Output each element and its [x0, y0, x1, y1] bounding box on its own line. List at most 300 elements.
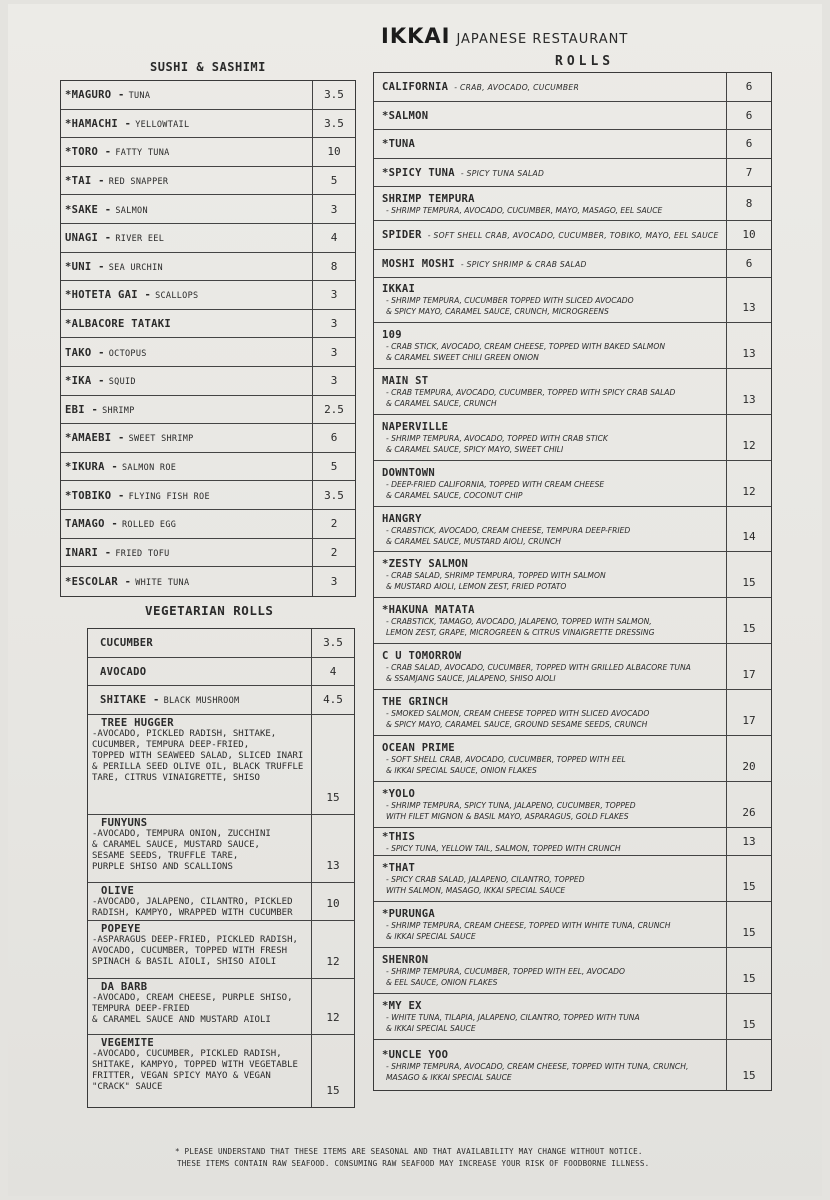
- roll-name-cell: [374, 552, 727, 597]
- sushi-item-name: *ALBACORE TATAKI: [65, 318, 171, 331]
- roll-item-desc-line: - CRAB STICK, AVOCADO, CREAM CHEESE, TOPPED WITH BAKED SALMON: [386, 341, 666, 351]
- veg-item-desc-line: -ASPARAGUS DEEP-FRIED, PICKLED RADISH,: [92, 934, 298, 945]
- sushi-item-line: [65, 576, 312, 588]
- sushi-item-desc: SWEET SHRIMP: [128, 434, 194, 445]
- roll-item-name: *PURUNGA: [382, 908, 435, 920]
- sushi-item-line: [65, 518, 312, 530]
- roll-item-price: 15: [742, 1069, 756, 1082]
- roll-item-desc-line: - SOFT SHELL CRAB, AVOCADO, CUCUMBER, TOPPED WITH EEL: [386, 755, 626, 764]
- roll-name-cell: [374, 415, 727, 460]
- sushi-name-cell: [61, 453, 313, 481]
- roll-name-cell: [374, 690, 727, 735]
- roll-name-cell: [374, 902, 727, 947]
- roll-item-name: OCEAN PRIME: [382, 742, 455, 754]
- roll-item-name: *YOLO: [382, 788, 416, 800]
- sushi-row: [61, 396, 355, 425]
- roll-row: [374, 1040, 771, 1090]
- roll-name-cell: [374, 369, 727, 414]
- roll-item-name: SHRIMP TEMPURA: [382, 192, 475, 205]
- roll-item-line: [382, 908, 726, 920]
- sushi-item-line: [65, 89, 312, 101]
- sushi-name-cell: [61, 195, 313, 223]
- roll-item-name: SHENRON: [382, 954, 429, 966]
- veg-name-cell: [88, 883, 312, 920]
- roll-item-price: 15: [742, 576, 756, 589]
- roll-item-desc: - SPICY TUNA SALAD: [460, 168, 545, 178]
- sushi-item-desc: OCTOPUS: [108, 348, 147, 359]
- roll-item-price: 13: [742, 347, 756, 360]
- veg-name-cell: [88, 979, 312, 1034]
- sushi-name-cell: [61, 81, 313, 109]
- roll-item-desc-line: & MUSTARD AIOLI, LEMON ZEST, FRIED POTATO: [386, 582, 567, 591]
- sushi-item-price: 2: [330, 545, 338, 559]
- roll-row: [374, 644, 771, 690]
- veg-row: [88, 686, 354, 715]
- sushi-item-desc: FLYING FISH ROE: [128, 491, 210, 502]
- veg-item-desc-line: -AVOCADO, JALAPENO, CILANTRO, PICKLED: [92, 896, 293, 907]
- roll-item-desc-line: & EEL SAUCE, ONION FLAKES: [386, 978, 498, 987]
- roll-name-cell: [374, 644, 727, 689]
- veg-name-cell: [88, 686, 312, 714]
- sushi-item-name: *SAKE -: [65, 203, 112, 216]
- sushi-name-cell: [61, 281, 313, 309]
- roll-item-price: 6: [745, 137, 753, 151]
- roll-item-line: [382, 513, 726, 525]
- sushi-item-desc: SALMON: [115, 205, 148, 216]
- roll-name-cell: [374, 250, 727, 278]
- roll-row: [374, 323, 771, 370]
- roll-item-name: IKKAI: [382, 283, 416, 296]
- roll-item-desc-line: & CARAMEL SAUCE, COCONUT CHIP: [386, 491, 523, 500]
- sushi-item-name: *TOBIKO -: [65, 489, 125, 502]
- roll-item-price: 6: [745, 108, 753, 122]
- sushi-row: [61, 281, 355, 310]
- sushi-item-name: *HOTETA GAI -: [65, 289, 152, 302]
- sushi-item-name: UNAGI -: [65, 232, 112, 245]
- roll-item-desc-line: & SPICY MAYO, CARAMEL SAUCE, GROUND SESAME SEEDS, CRUNCH: [386, 720, 648, 729]
- roll-item-line: [382, 788, 726, 800]
- roll-row: [374, 828, 771, 856]
- roll-name-cell: [374, 461, 727, 506]
- roll-item-desc-line: - SPICY TUNA, YELLOW TAIL, SALMON, TOPPED WITH CRUNCH: [386, 843, 621, 853]
- sushi-row: [61, 195, 355, 224]
- veg-heading: VEGETARIAN ROLLS: [145, 603, 274, 618]
- veg-item-price: 12: [326, 1010, 340, 1024]
- roll-name-cell: [374, 159, 727, 187]
- sushi-item-price: 10: [327, 145, 341, 159]
- sushi-item-desc: SHRIMP: [102, 405, 135, 416]
- sushi-item-name: TAKO -: [65, 346, 105, 359]
- roll-item-desc-line: & CARAMEL SAUCE, MUSTARD AIOLI, CRUNCH: [386, 536, 561, 546]
- roll-row: [374, 552, 771, 598]
- sushi-item-desc: RIVER EEL: [115, 234, 165, 245]
- roll-item-price: 15: [742, 1018, 756, 1031]
- roll-row: [374, 598, 771, 644]
- footer-note: [175, 1146, 649, 1170]
- roll-item-price: 17: [742, 668, 756, 681]
- roll-item-name: MAIN ST: [382, 375, 429, 387]
- roll-item-name: CALIFORNIA: [382, 81, 449, 94]
- veg-item-desc-line: AVOCADO, CUCUMBER, TOPPED WITH FRESH: [92, 945, 288, 956]
- sushi-item-line: [65, 146, 312, 158]
- roll-item-name: *THIS: [382, 830, 416, 843]
- sushi-item-desc: YELLOWTAIL: [135, 119, 190, 130]
- veg-name-cell: [88, 715, 312, 814]
- roll-name-cell: [374, 278, 727, 322]
- roll-item-desc-line: - SHRIMP TEMPURA, AVOCADO, TOPPED WITH CRAB STICK: [386, 434, 608, 443]
- veg-row: [88, 883, 354, 921]
- sushi-item-price: 2.5: [324, 402, 344, 416]
- veg-item-desc-line: & PERILLA SEED OLIVE OIL, BLACK TRUFFLE: [92, 762, 304, 773]
- roll-row: [374, 221, 771, 250]
- sushi-item-price: 3: [330, 574, 338, 588]
- veg-item-desc: BLACK MUSHROOM: [163, 696, 240, 707]
- veg-item-name: VEGEMITE: [101, 1036, 154, 1049]
- roll-item-desc-line: - SHRIMP TEMPURA, SPICY TUNA, JALAPENO, CUCUMBER, TOPPED: [386, 801, 636, 810]
- roll-item-desc-line: - SMOKED SALMON, CREAM CHEESE TOPPED WITH SLICED AVOCADO: [386, 709, 650, 718]
- sushi-name-cell: [61, 167, 313, 195]
- roll-item-line: [382, 954, 726, 966]
- sushi-item-desc: RED SNAPPER: [108, 177, 169, 188]
- restaurant-subtitle: JAPANESE RESTAURANT: [456, 32, 629, 47]
- veg-item-price: 3.5: [323, 636, 343, 650]
- roll-item-price: 12: [742, 439, 756, 452]
- sushi-row: [61, 167, 355, 196]
- footer-line-2: THESE ITEMS CONTAIN RAW SEAFOOD. CONSUMING RAW SEAFOOD MAY INCREASE YOUR RISK OF FOODBORNE ILLNESS.: [177, 1159, 650, 1168]
- sushi-name-cell: [61, 567, 313, 596]
- veg-item-desc-line: PURPLE SHISO AND SCALLIONS: [92, 862, 233, 873]
- sushi-item-desc: SEA URCHIN: [108, 262, 163, 273]
- veg-item-name: POPEYE: [101, 922, 141, 935]
- roll-item-line: [382, 421, 726, 433]
- veg-row: [88, 921, 354, 979]
- sushi-row: [61, 539, 355, 568]
- roll-item-desc-line: - CRAB TEMPURA, AVOCADO, CUCUMBER, TOPPED WITH SPICY CRAB SALAD: [386, 388, 676, 397]
- sushi-item-line: [65, 490, 312, 502]
- roll-item-desc: - CRAB, AVOCADO, CUCUMBER: [454, 83, 580, 93]
- roll-row: [374, 369, 771, 415]
- roll-name-cell: [374, 130, 727, 158]
- veg-row: [88, 1035, 354, 1107]
- veg-row: [88, 715, 354, 815]
- roll-item-line: [382, 467, 726, 479]
- sushi-item-price: 3: [330, 202, 338, 216]
- sushi-name-cell: [61, 310, 313, 338]
- sushi-row: [61, 310, 355, 339]
- roll-row: [374, 415, 771, 461]
- sushi-item-line: [65, 232, 312, 244]
- roll-row: [374, 856, 771, 902]
- roll-item-name: HANGRY: [382, 512, 422, 525]
- rolls-heading: ROLLS: [555, 54, 615, 69]
- roll-item-price: 13: [742, 300, 756, 314]
- roll-item-desc-line: - SHRIMP TEMPURA, CREAM CHEESE, TOPPED WITH WHITE TUNA, CRUNCH: [386, 921, 671, 930]
- sushi-item-line: [65, 547, 312, 559]
- sushi-row: [61, 567, 355, 596]
- roll-row: [374, 690, 771, 736]
- roll-item-price: 20: [742, 760, 756, 773]
- roll-row: [374, 948, 771, 994]
- sushi-row: [61, 481, 355, 510]
- veg-item-desc-line: TEMPURA DEEP-FRIED: [92, 1003, 190, 1014]
- sushi-item-price: 6: [330, 431, 338, 445]
- sushi-item-name: TAMAGO -: [65, 518, 118, 531]
- sushi-name-cell: [61, 138, 313, 166]
- veg-item-price: 4: [329, 664, 337, 678]
- sushi-item-price: 3: [330, 374, 338, 388]
- roll-name-cell: [374, 102, 727, 130]
- sushi-item-name: *AMAEBI -: [65, 432, 125, 445]
- veg-item-desc-line: TOPPED WITH SEAWEED SALAD, SLICED INARI: [92, 750, 304, 761]
- roll-row: [374, 736, 771, 782]
- sushi-name-cell: [61, 110, 313, 138]
- roll-item-desc-line: WITH SALMON, MASAGO, IKKAI SPECIAL SAUCE: [386, 886, 566, 895]
- veg-item-desc-line: SPINACH & BASIL AIOLI, SHISO AIOLI: [92, 956, 277, 967]
- sushi-item-price: 5: [330, 460, 338, 474]
- veg-item-price: 10: [326, 896, 340, 910]
- roll-item-name: *SPICY TUNA: [382, 166, 455, 179]
- roll-item-name: *THAT: [382, 862, 416, 874]
- sushi-row: [61, 110, 355, 139]
- roll-item-desc-line: LEMON ZEST, GRAPE, MICROGREEN & CITRUS VINAIGRETTE DRESSING: [386, 628, 655, 637]
- sushi-item-name: *TORO -: [65, 146, 112, 159]
- roll-name-cell: [374, 1040, 727, 1090]
- roll-row: [374, 130, 771, 159]
- roll-item-desc-line: - SHRIMP TEMPURA, CUCUMBER TOPPED WITH SLICED AVOCADO: [386, 296, 634, 306]
- roll-item-name: THE GRINCH: [382, 696, 449, 708]
- roll-item-name: 109: [382, 328, 402, 341]
- sushi-item-line: [65, 118, 312, 130]
- veg-item-desc-line: -AVOCADO, TEMPURA ONION, ZUCCHINI: [92, 828, 271, 839]
- roll-row: [374, 507, 771, 552]
- roll-item-line: [382, 1000, 726, 1012]
- sushi-item-desc: SCALLOPS: [155, 291, 199, 302]
- roll-item-desc-line: - CRABSTICK, AVOCADO, CREAM CHEESE, TEMPURA DEEP-FRIED: [386, 525, 631, 535]
- rolls-table: [373, 72, 772, 1091]
- footer-line-1: * PLEASE UNDERSTAND THAT THESE ITEMS ARE SEASONAL AND THAT AVAILABILITY MAY CHANGE WITHOUT NOTICE.: [175, 1147, 643, 1156]
- roll-item-desc-line: - WHITE TUNA, TILAPIA, JALAPENO, CILANTRO, TOPPED WITH TUNA: [386, 1013, 640, 1022]
- sushi-item-price: 3.5: [324, 88, 344, 102]
- roll-name-cell: [374, 782, 727, 827]
- roll-row: [374, 782, 771, 828]
- roll-item-desc-line: - CRAB SALAD, SHRIMP TEMPURA, TOPPED WITH SALMON: [386, 571, 606, 580]
- roll-item-line: [382, 110, 726, 122]
- sushi-item-name: EBI -: [65, 403, 99, 416]
- roll-item-line: [382, 1049, 726, 1061]
- veg-item-line: [100, 666, 311, 678]
- roll-name-cell: [374, 856, 727, 901]
- sushi-name-cell: [61, 396, 313, 424]
- veg-item-desc-line: RADISH, KAMPYO, WRAPPED WITH CUCUMBER: [92, 907, 293, 918]
- roll-item-price: 12: [742, 485, 756, 498]
- veg-item-desc-line: FRITTER, VEGAN SPICY MAYO & VEGAN: [92, 1070, 271, 1081]
- veg-item-desc-line: -AVOCADO, CUCUMBER, PICKLED RADISH,: [92, 1048, 282, 1059]
- sushi-item-line: [65, 432, 312, 444]
- roll-item-line: [382, 329, 726, 341]
- roll-item-price: 15: [742, 622, 756, 635]
- roll-item-line: [382, 558, 726, 570]
- roll-item-name: MOSHI MOSHI: [382, 257, 455, 270]
- roll-item-line: [382, 229, 726, 241]
- sushi-row: [61, 424, 355, 453]
- roll-name-cell: [374, 994, 727, 1039]
- roll-item-line: [382, 375, 726, 387]
- sushi-item-desc: FATTY TUNA: [115, 148, 170, 159]
- sushi-item-price: 8: [330, 259, 338, 273]
- roll-item-name: DOWNTOWN: [382, 467, 435, 479]
- veg-name-cell: [88, 658, 312, 686]
- sushi-item-desc: SALMON ROE: [121, 463, 177, 474]
- roll-item-price: 15: [742, 972, 756, 985]
- sushi-item-price: 2: [330, 517, 338, 531]
- roll-item-price: 13: [742, 393, 756, 406]
- sushi-item-name: *ESCOLAR -: [65, 575, 132, 588]
- roll-item-price: 10: [742, 228, 756, 242]
- veg-name-cell: [88, 1035, 312, 1107]
- sushi-name-cell: [61, 253, 313, 281]
- roll-item-desc-line: WITH FILET MIGNON & BASIL MAYO, ASPARAGUS, GOLD FLAKES: [386, 812, 629, 821]
- roll-row: [374, 250, 771, 279]
- roll-item-name: *UNCLE YOO: [382, 1048, 449, 1061]
- veg-name-cell: [88, 629, 312, 657]
- roll-item-name: *HAKUNA MATATA: [382, 604, 475, 616]
- sushi-row: [61, 81, 355, 110]
- veg-item-desc-line: & CARAMEL SAUCE AND MUSTARD AIOLI: [92, 1014, 271, 1025]
- roll-item-price: 7: [745, 165, 753, 179]
- roll-item-line: [382, 831, 726, 843]
- veg-item-desc-line: & CARAMEL SAUCE, MUSTARD SAUCE,: [92, 839, 260, 850]
- sushi-item-line: [65, 261, 312, 273]
- sushi-item-line: [65, 175, 312, 187]
- roll-item-price: 14: [742, 530, 756, 543]
- roll-name-cell: [374, 323, 727, 369]
- sushi-name-cell: [61, 224, 313, 252]
- roll-item-line: [382, 283, 726, 295]
- roll-item-desc-line: - CRAB SALAD, AVOCADO, CUCUMBER, TOPPED WITH GRILLED ALBACORE TUNA: [386, 663, 691, 672]
- sushi-item-price: 5: [330, 174, 338, 188]
- sushi-item-name: *TAI -: [65, 175, 105, 188]
- veg-item-price: 15: [326, 1083, 340, 1097]
- roll-row: [374, 902, 771, 948]
- roll-item-desc: - SOFT SHELL CRAB, AVOCADO, CUCUMBER, TOBIKO, MAYO, EEL SAUCE: [427, 231, 719, 241]
- sushi-item-line: [65, 318, 312, 330]
- sushi-item-price: 3: [330, 288, 338, 302]
- veg-row: [88, 658, 354, 687]
- roll-item-line: [382, 862, 726, 874]
- veg-item-price: 4.5: [323, 693, 343, 707]
- veg-row: [88, 979, 354, 1035]
- veg-item-desc-line: "CRACK" SAUCE: [92, 1082, 163, 1093]
- sushi-heading: SUSHI & SASHIMI: [150, 60, 266, 74]
- sushi-item-price: 4: [330, 231, 338, 245]
- veg-item-name: DA BARB: [101, 980, 148, 993]
- roll-item-line: [382, 650, 726, 662]
- roll-item-line: [382, 604, 726, 616]
- sushi-row: [61, 338, 355, 367]
- roll-name-cell: [374, 828, 727, 855]
- veg-item-price: 13: [326, 858, 340, 872]
- sushi-row: [61, 453, 355, 482]
- roll-item-desc: - SPICY SHRIMP & CRAB SALAD: [460, 259, 587, 269]
- sushi-name-cell: [61, 539, 313, 567]
- sushi-item-line: [65, 347, 312, 359]
- veg-item-line: [100, 694, 311, 706]
- roll-item-desc-line: & SSAMJANG SAUCE, JALAPENO, SHISO AIOLI: [386, 674, 556, 683]
- restaurant-title: [381, 24, 628, 48]
- sushi-name-cell: [61, 338, 313, 366]
- sushi-row: [61, 510, 355, 539]
- roll-item-price: 15: [742, 926, 756, 939]
- roll-item-price: 26: [742, 806, 756, 819]
- roll-item-price: 17: [742, 714, 756, 727]
- roll-item-desc-line: & SPICY MAYO, CARAMEL SAUCE, CRUNCH, MICROGREENS: [386, 307, 609, 317]
- veg-item-name: SHITAKE -: [100, 694, 160, 707]
- roll-item-line: [382, 193, 726, 205]
- sushi-item-desc: WHITE TUNA: [135, 577, 190, 588]
- veg-item-name: AVOCADO: [100, 665, 147, 678]
- roll-item-desc-line: - SHRIMP TEMPURA, AVOCADO, CREAM CHEESE, TOPPED WITH TUNA, CRUNCH,: [386, 1061, 689, 1071]
- veg-name-cell: [88, 921, 312, 978]
- roll-item-desc-line: & IKKAI SPECIAL SAUCE: [386, 932, 476, 941]
- roll-name-cell: [374, 221, 727, 249]
- roll-item-line: [382, 81, 726, 93]
- roll-item-line: [382, 696, 726, 708]
- roll-row: [374, 278, 771, 323]
- veg-item-desc-line: CUCUMBER, TEMPURA DEEP-FRIED,: [92, 739, 250, 750]
- veg-item-desc-line: TARE, CITRUS VINAIGRETTE, SHISO: [92, 773, 260, 784]
- roll-item-desc-line: & IKKAI SPECIAL SAUCE: [386, 1024, 476, 1033]
- restaurant-name: IKKAI: [381, 24, 451, 48]
- roll-row: [374, 187, 771, 221]
- sushi-item-line: [65, 289, 312, 301]
- veg-item-name: CUCUMBER: [100, 637, 153, 650]
- sushi-item-price: 3.5: [324, 488, 344, 502]
- roll-item-desc-line: & CARAMEL SAUCE, CRUNCH: [386, 399, 497, 408]
- sushi-item-desc: SQUID: [108, 377, 136, 388]
- roll-item-price: 15: [742, 880, 756, 893]
- roll-item-name: *SALMON: [382, 109, 429, 122]
- veg-item-line: [100, 637, 311, 649]
- sushi-item-price: 3.5: [324, 116, 344, 130]
- sushi-name-cell: [61, 481, 313, 509]
- veg-table: [87, 628, 355, 1108]
- veg-item-desc-line: SHITAKE, KAMPYO, TOPPED WITH VEGETABLE: [92, 1059, 298, 1070]
- veg-item-price: 15: [326, 790, 340, 804]
- roll-item-price: 8: [745, 197, 753, 210]
- roll-item-desc-line: & CARAMEL SWEET CHILI GREEN ONION: [386, 352, 539, 362]
- roll-name-cell: [374, 736, 727, 781]
- sushi-item-name: *MAGURO -: [65, 89, 125, 102]
- roll-name-cell: [374, 187, 727, 220]
- veg-item-desc-line: -AVOCADO, PICKLED RADISH, SHITAKE,: [92, 728, 277, 739]
- roll-item-name: C U TOMORROW: [382, 650, 462, 662]
- roll-item-name: *TUNA: [382, 138, 416, 151]
- roll-name-cell: [374, 73, 727, 101]
- roll-item-desc-line: - DEEP-FRIED CALIFORNIA, TOPPED WITH CREAM CHEESE: [386, 480, 605, 489]
- veg-item-name: OLIVE: [101, 884, 135, 897]
- roll-name-cell: [374, 948, 727, 993]
- roll-name-cell: [374, 598, 727, 643]
- roll-item-line: [382, 167, 726, 179]
- sushi-item-line: [65, 375, 312, 387]
- roll-item-desc-line: - CRABSTICK, TAMAGO, AVOCADO, JALAPENO, TOPPED WITH SALMON,: [386, 617, 652, 626]
- sushi-item-name: *IKURA -: [65, 461, 118, 474]
- roll-item-line: [382, 138, 726, 150]
- roll-item-desc-line: - SPICY CRAB SALAD, JALAPENO, CILANTRO, TOPPED: [386, 875, 585, 884]
- sushi-item-desc: FRIED TOFU: [115, 548, 170, 559]
- roll-item-name: *MY EX: [382, 1000, 422, 1012]
- veg-item-name: FUNYUNS: [101, 816, 148, 829]
